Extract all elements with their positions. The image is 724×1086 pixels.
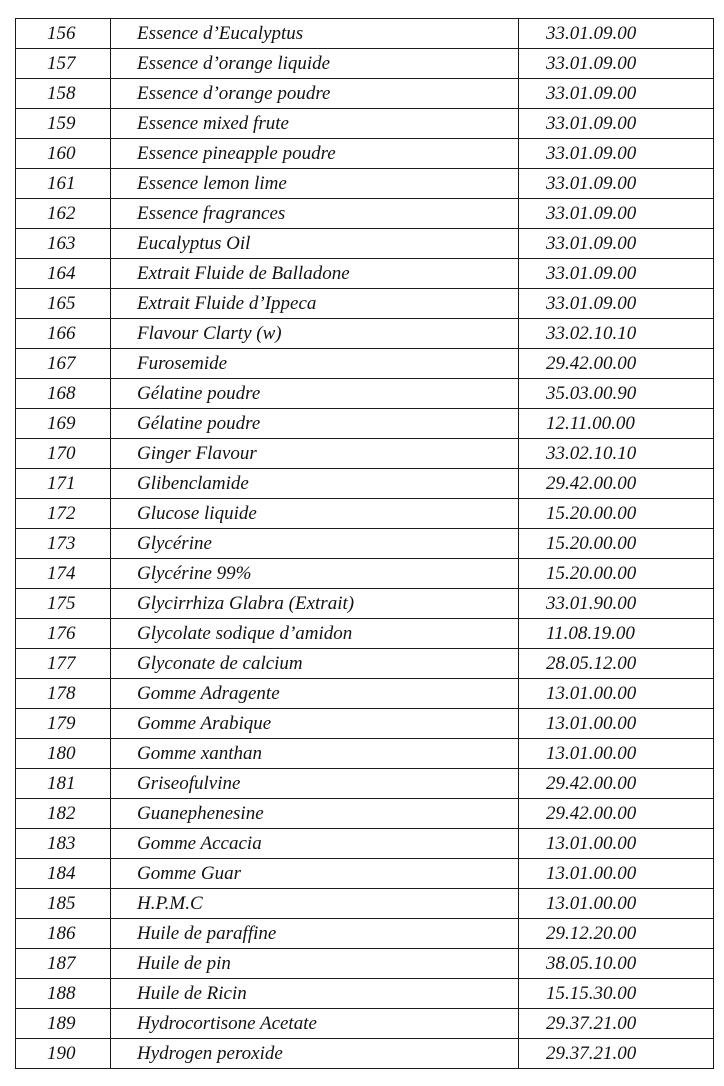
tariff-code: 33.01.09.00 <box>519 229 714 259</box>
table-row <box>16 739 714 769</box>
tariff-code: 33.01.90.00 <box>519 589 714 619</box>
product-name: Flavour Clarty (w) <box>111 319 519 349</box>
table-row <box>16 439 714 469</box>
row-number: 185 <box>16 889 111 919</box>
product-name: Glyconate de calcium <box>111 649 519 679</box>
row-number: 160 <box>16 139 111 169</box>
row-number: 164 <box>16 259 111 289</box>
product-name: Extrait Fluide d’Ippeca <box>111 289 519 319</box>
row-number: 180 <box>16 739 111 769</box>
table-row <box>16 229 714 259</box>
row-number: 158 <box>16 79 111 109</box>
product-code-table <box>15 18 714 1069</box>
table-row <box>16 499 714 529</box>
table-row <box>16 259 714 289</box>
row-number: 182 <box>16 799 111 829</box>
row-number: 156 <box>16 19 111 49</box>
tariff-code: 15.15.30.00 <box>519 979 714 1009</box>
table-body <box>16 19 714 1069</box>
table-row <box>16 829 714 859</box>
row-number: 190 <box>16 1039 111 1069</box>
row-number: 189 <box>16 1009 111 1039</box>
product-name: Glycérine <box>111 529 519 559</box>
row-number: 163 <box>16 229 111 259</box>
product-name: Essence d’orange liquide <box>111 49 519 79</box>
row-number: 162 <box>16 199 111 229</box>
row-number: 172 <box>16 499 111 529</box>
table-row <box>16 469 714 499</box>
tariff-code: 33.01.09.00 <box>519 49 714 79</box>
row-number: 179 <box>16 709 111 739</box>
table-row <box>16 649 714 679</box>
row-number: 166 <box>16 319 111 349</box>
tariff-code: 29.37.21.00 <box>519 1009 714 1039</box>
product-name: Hydrocortisone Acetate <box>111 1009 519 1039</box>
row-number: 173 <box>16 529 111 559</box>
table-row <box>16 979 714 1009</box>
tariff-code: 33.01.09.00 <box>519 79 714 109</box>
tariff-code: 15.20.00.00 <box>519 529 714 559</box>
tariff-code: 29.42.00.00 <box>519 769 714 799</box>
row-number: 188 <box>16 979 111 1009</box>
product-name: Guanephenesine <box>111 799 519 829</box>
tariff-code: 33.01.09.00 <box>519 259 714 289</box>
row-number: 169 <box>16 409 111 439</box>
table-row <box>16 139 714 169</box>
tariff-code: 38.05.10.00 <box>519 949 714 979</box>
product-name: Glucose liquide <box>111 499 519 529</box>
row-number: 181 <box>16 769 111 799</box>
tariff-code: 11.08.19.00 <box>519 619 714 649</box>
product-name: Essence pineapple poudre <box>111 139 519 169</box>
row-number: 168 <box>16 379 111 409</box>
table-row <box>16 769 714 799</box>
tariff-code: 33.01.09.00 <box>519 199 714 229</box>
table-row <box>16 589 714 619</box>
row-number: 175 <box>16 589 111 619</box>
product-name: Gomme Arabique <box>111 709 519 739</box>
row-number: 165 <box>16 289 111 319</box>
product-name: Eucalyptus Oil <box>111 229 519 259</box>
tariff-code: 15.20.00.00 <box>519 559 714 589</box>
product-name: Extrait Fluide de Balladone <box>111 259 519 289</box>
product-name: Gomme Accacia <box>111 829 519 859</box>
table-row <box>16 619 714 649</box>
row-number: 176 <box>16 619 111 649</box>
product-name: Griseofulvine <box>111 769 519 799</box>
tariff-code: 29.42.00.00 <box>519 349 714 379</box>
row-number: 187 <box>16 949 111 979</box>
table-row <box>16 409 714 439</box>
product-name: Essence lemon lime <box>111 169 519 199</box>
product-name: Ginger Flavour <box>111 439 519 469</box>
tariff-code: 33.01.09.00 <box>519 109 714 139</box>
tariff-code: 13.01.00.00 <box>519 739 714 769</box>
tariff-code: 33.01.09.00 <box>519 169 714 199</box>
table-row <box>16 1039 714 1069</box>
product-name: Essence d’orange poudre <box>111 79 519 109</box>
product-name: Hydrogen peroxide <box>111 1039 519 1069</box>
table-row <box>16 349 714 379</box>
tariff-code: 13.01.00.00 <box>519 889 714 919</box>
table-row <box>16 919 714 949</box>
table-row <box>16 559 714 589</box>
table-row <box>16 19 714 49</box>
product-name: Gomme xanthan <box>111 739 519 769</box>
table-row <box>16 199 714 229</box>
product-name: Furosemide <box>111 349 519 379</box>
tariff-code: 35.03.00.90 <box>519 379 714 409</box>
tariff-code: 33.01.09.00 <box>519 289 714 319</box>
table-row <box>16 319 714 349</box>
product-name: Huile de pin <box>111 949 519 979</box>
tariff-code: 13.01.00.00 <box>519 679 714 709</box>
tariff-code: 29.12.20.00 <box>519 919 714 949</box>
row-number: 183 <box>16 829 111 859</box>
tariff-code: 33.01.09.00 <box>519 139 714 169</box>
row-number: 159 <box>16 109 111 139</box>
row-number: 177 <box>16 649 111 679</box>
table-row <box>16 379 714 409</box>
row-number: 178 <box>16 679 111 709</box>
row-number: 170 <box>16 439 111 469</box>
tariff-code: 13.01.00.00 <box>519 829 714 859</box>
tariff-code: 13.01.00.00 <box>519 859 714 889</box>
product-name: Glycolate sodique d’amidon <box>111 619 519 649</box>
product-name: H.P.M.C <box>111 889 519 919</box>
table-row <box>16 859 714 889</box>
tariff-code: 13.01.00.00 <box>519 709 714 739</box>
product-name: Huile de paraffine <box>111 919 519 949</box>
tariff-code: 29.37.21.00 <box>519 1039 714 1069</box>
row-number: 161 <box>16 169 111 199</box>
table-row <box>16 1009 714 1039</box>
product-name: Gomme Guar <box>111 859 519 889</box>
table-row <box>16 529 714 559</box>
product-name: Gélatine poudre <box>111 379 519 409</box>
row-number: 184 <box>16 859 111 889</box>
row-number: 167 <box>16 349 111 379</box>
tariff-code: 28.05.12.00 <box>519 649 714 679</box>
product-name: Essence fragrances <box>111 199 519 229</box>
table-row <box>16 289 714 319</box>
product-name: Essence d’Eucalyptus <box>111 19 519 49</box>
product-name: Glycirrhiza Glabra (Extrait) <box>111 589 519 619</box>
row-number: 186 <box>16 919 111 949</box>
tariff-code: 33.01.09.00 <box>519 19 714 49</box>
tariff-code: 15.20.00.00 <box>519 499 714 529</box>
product-name: Glycérine 99% <box>111 559 519 589</box>
tariff-code: 33.02.10.10 <box>519 319 714 349</box>
product-name: Essence mixed frute <box>111 109 519 139</box>
tariff-code: 33.02.10.10 <box>519 439 714 469</box>
table-row <box>16 889 714 919</box>
row-number: 174 <box>16 559 111 589</box>
table-row <box>16 709 714 739</box>
table-row <box>16 79 714 109</box>
row-number: 171 <box>16 469 111 499</box>
product-name: Glibenclamide <box>111 469 519 499</box>
product-name: Gélatine poudre <box>111 409 519 439</box>
tariff-code: 29.42.00.00 <box>519 469 714 499</box>
tariff-code: 29.42.00.00 <box>519 799 714 829</box>
table-row <box>16 109 714 139</box>
row-number: 157 <box>16 49 111 79</box>
product-name: Gomme Adragente <box>111 679 519 709</box>
table-row <box>16 169 714 199</box>
table-row <box>16 49 714 79</box>
tariff-code: 12.11.00.00 <box>519 409 714 439</box>
table-row <box>16 799 714 829</box>
table-row <box>16 949 714 979</box>
table-row <box>16 679 714 709</box>
product-name: Huile de Ricin <box>111 979 519 1009</box>
